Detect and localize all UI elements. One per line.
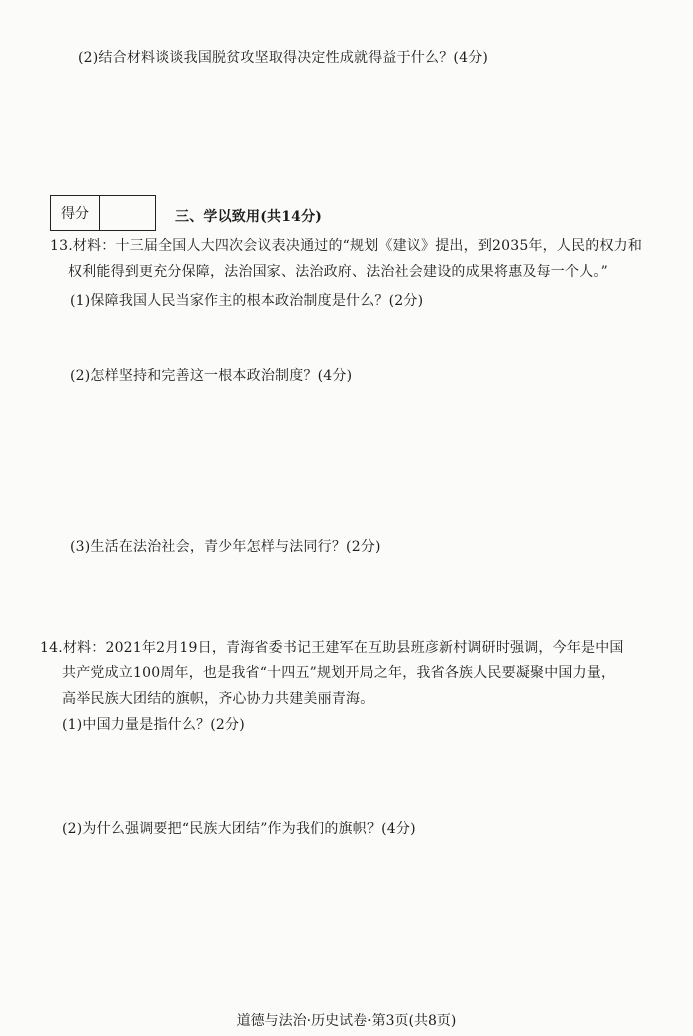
q14-material-line-1: 14.材料：2021年2月19日，青海省委书记王建军在互助县班彦新村调研时强调，今年是中国: [40, 640, 624, 656]
q13-material-line-1: 13.材料：十三届全国人大四次会议表决通过的“规划《建议》提出，到2035年，人民的权力和: [50, 238, 643, 254]
score-label: 得分: [51, 196, 100, 230]
q14-sub2-question: (2)为什么强调要把“民族大团结”作为我们的旗帜？(4分): [62, 821, 416, 837]
q14-material-line-2: 共产党成立100周年，也是我省“十四五”规划开局之年，我省各族人民要凝聚中国力量，: [62, 665, 616, 681]
q12-sub2-question: (2)结合材料谈谈我国脱贫攻坚取得决定性成就得益于什么？(4分): [78, 50, 489, 66]
q13-sub1-question: (1)保障我国人民当家作主的根本政治制度是什么？(2分): [70, 293, 424, 309]
q14-material-line-3: 高举民族大团结的旗帜，齐心协力共建美丽青海。: [62, 691, 375, 707]
q13-material-line-2: 权利能得到更充分保障，法治国家、法治政府、法治社会建设的成果将惠及每一个人。”: [68, 264, 608, 280]
q13-sub2-question: (2)怎样坚持和完善这一根本政治制度？(4分): [70, 368, 353, 384]
score-box: [50, 195, 156, 231]
score-blank-cell: [100, 196, 155, 230]
section-title: 三、学以致用(共14分): [175, 209, 323, 225]
page-footer: 道德与法治·历史试卷·第3页(共8页): [236, 1013, 457, 1029]
q13-sub3-question: (3)生活在法治社会，青少年怎样与法同行？(2分): [70, 539, 381, 555]
q14-sub1-question: (1)中国力量是指什么？(2分): [62, 717, 245, 733]
